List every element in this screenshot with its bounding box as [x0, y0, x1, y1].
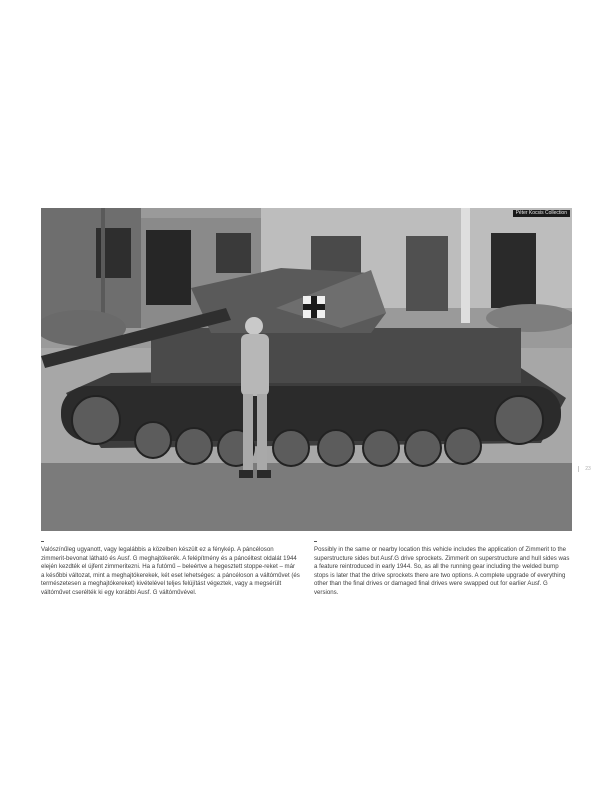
tank-photograph	[41, 208, 572, 531]
caption-hungarian	[41, 541, 300, 598]
photo-credit: Péter Kocsis Collection	[513, 210, 570, 217]
page-number: 23	[578, 466, 595, 472]
caption-hungarian-text: Valószínűleg ugyanott, vagy legalábbis a közelben készült ez a fénykép. A páncéloson zimmerit-bevonat látható és Ausf. G meghajtókerék. A felépítmény és a páncéltest oldalát 1944 elején kezdték el újfent zimmeritezni. Ha a futómű – beleértve a hegesztett stoppe-reket – már a későbbi változat, mint a meghajtókerekek, két eset lehetséges: a páncéloson a váltóművet (és természetesen a meghajtókereket) kivételével teljes felújítást végeztek, vagy a megsérült váltóművet cserélték ki egy korábbi Ausf. G váltóművével.	[41, 546, 300, 596]
tank-photo-illustration	[41, 208, 572, 531]
caption-dash	[41, 541, 44, 542]
caption-dash	[314, 541, 317, 542]
caption-english-text: Possibly in the same or nearby location this vehicle includes the application of Zimmerit to the superstructure sides but Ausf.G drive sprockets. Zimmerit on superstructure and hull sides was a feature reintroduced in early 1944. So, as all the running gear including the welded bump stops is later that the drive sprockets there are two options. A complete upgrade of everything other than the final drives or damaged final drives were swapped out for earlier Ausf. G versions.	[314, 546, 570, 596]
caption-english	[314, 541, 572, 598]
